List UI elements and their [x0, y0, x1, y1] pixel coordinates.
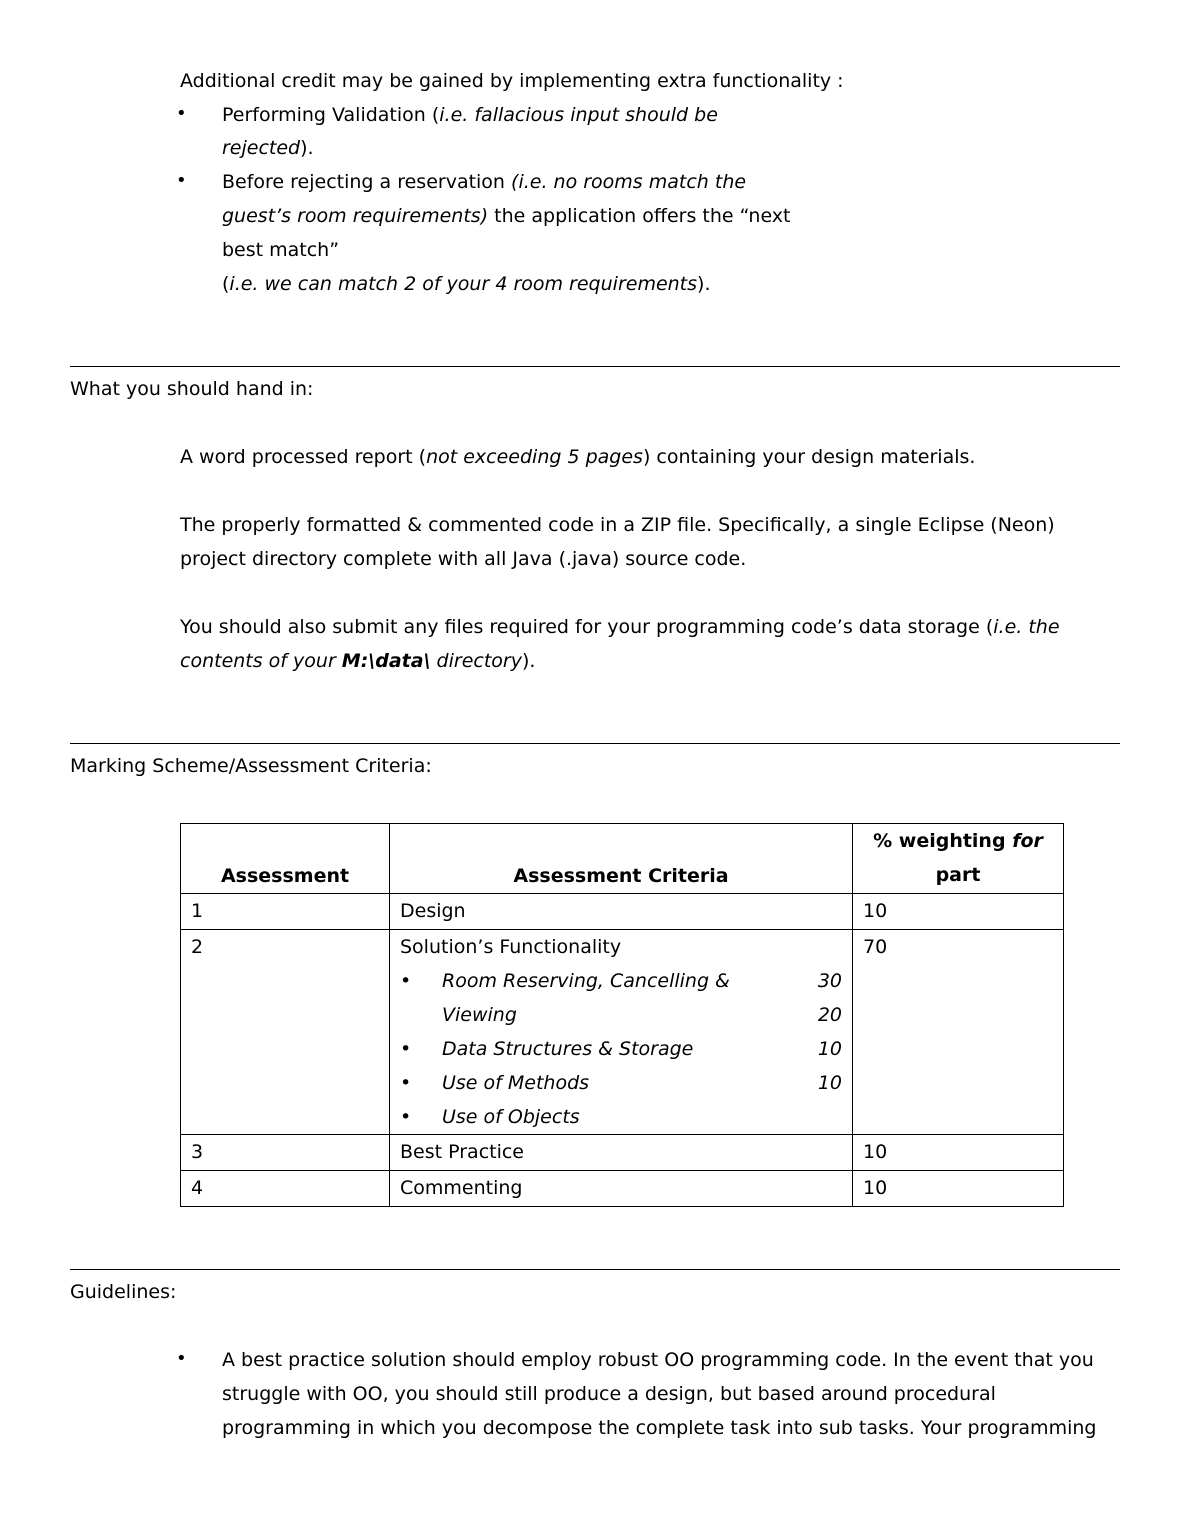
- table-row: [181, 930, 1064, 1135]
- table-header-row: [181, 824, 1064, 894]
- guidelines-heading: Guidelines:: [70, 1281, 177, 1303]
- section-divider: [70, 1269, 1120, 1270]
- row-weight: 10: [853, 894, 1064, 930]
- bullet-icon: •: [176, 170, 187, 191]
- guideline-text-l2: struggle with OO, you should still produce a design, but based around procedural: [222, 1383, 996, 1405]
- handin-report: A word processed report (not exceeding 5 pages) containing your design materials.: [180, 446, 976, 468]
- subitem-label: Room Reserving, Cancelling &: [442, 970, 730, 992]
- extra-item-validation: Performing Validation (i.e. fallacious input should be: [222, 104, 718, 126]
- extra-item-best-match-l3: best match”: [222, 239, 340, 261]
- extra-item-best-match-l2: guest’s room requirements) the application offers the “next: [222, 205, 791, 227]
- row-number: 2: [181, 930, 390, 1135]
- subitem-value: 30: [817, 970, 842, 992]
- row-criteria: Commenting: [390, 1171, 853, 1207]
- row-criteria-title: Solution’s Functionality: [400, 936, 622, 958]
- criteria-subitem: [400, 1066, 842, 1100]
- col-header-weighting: % weighting for part: [853, 824, 1064, 894]
- extra-item-validation-cont: rejected).: [222, 137, 314, 159]
- subitem-label: Data Structures & Storage: [442, 1038, 694, 1060]
- handin-data-l1: You should also submit any files required for your programming code’s data storage (i.e. the: [180, 616, 1060, 638]
- subitem-label: Use of Methods: [442, 1072, 590, 1094]
- criteria-subitem: [400, 1032, 842, 1066]
- bullet-icon: •: [400, 970, 412, 992]
- subitem-value: 10: [817, 1038, 842, 1060]
- row-weight: 10: [853, 1135, 1064, 1171]
- bullet-icon: •: [400, 1038, 412, 1060]
- bullet-icon: •: [176, 103, 187, 124]
- subitem-label: Use of Objects: [442, 1106, 580, 1128]
- subitem-value: 20: [817, 1004, 842, 1026]
- bullet-icon: •: [400, 1072, 412, 1094]
- extra-item-best-match-l4: (i.e. we can match 2 of your 4 room requirements).: [222, 273, 711, 295]
- row-weight: 10: [853, 1171, 1064, 1207]
- guideline-text-l3: programming in which you decompose the complete task into sub tasks. Your programming: [222, 1417, 1097, 1439]
- table-row: [181, 1171, 1064, 1207]
- extra-item-best-match: Before rejecting a reservation (i.e. no rooms match the: [222, 171, 747, 193]
- row-number: 3: [181, 1135, 390, 1171]
- table-row: [181, 894, 1064, 930]
- marking-table: [180, 823, 1064, 1207]
- row-criteria: [390, 930, 853, 1135]
- row-criteria: Best Practice: [390, 1135, 853, 1171]
- criteria-subitem: [400, 998, 842, 1032]
- criteria-subitem: [400, 964, 842, 998]
- marking-heading: Marking Scheme/Assessment Criteria:: [70, 755, 432, 777]
- row-number: 4: [181, 1171, 390, 1207]
- handin-heading: What you should hand in:: [70, 378, 314, 400]
- section-divider: [70, 743, 1120, 744]
- guideline-text-l1: A best practice solution should employ robust OO programming code. In the event that you: [222, 1349, 1094, 1371]
- handin-data-l2: contents of your M:\data\ directory).: [180, 650, 536, 672]
- row-number: 1: [181, 894, 390, 930]
- bullet-icon: •: [400, 1106, 412, 1128]
- extra-credit-intro: Additional credit may be gained by implementing extra functionality :: [180, 70, 844, 92]
- col-header-criteria: Assessment Criteria: [390, 824, 853, 894]
- subitem-label: Viewing: [442, 1004, 517, 1026]
- col-header-assessment: Assessment: [181, 824, 390, 894]
- subitem-value: 10: [817, 1072, 842, 1094]
- row-criteria: Design: [390, 894, 853, 930]
- handin-code-l2: project directory complete with all Java (.java) source code.: [180, 548, 747, 570]
- row-weight: 70: [853, 930, 1064, 1135]
- criteria-subitem: [400, 1100, 842, 1134]
- handin-code-l1: The properly formatted & commented code in a ZIP file. Specifically, a single Eclipse (Neon): [180, 514, 1055, 536]
- table-row: [181, 1135, 1064, 1171]
- bullet-icon: •: [176, 1348, 187, 1369]
- section-divider: [70, 366, 1120, 367]
